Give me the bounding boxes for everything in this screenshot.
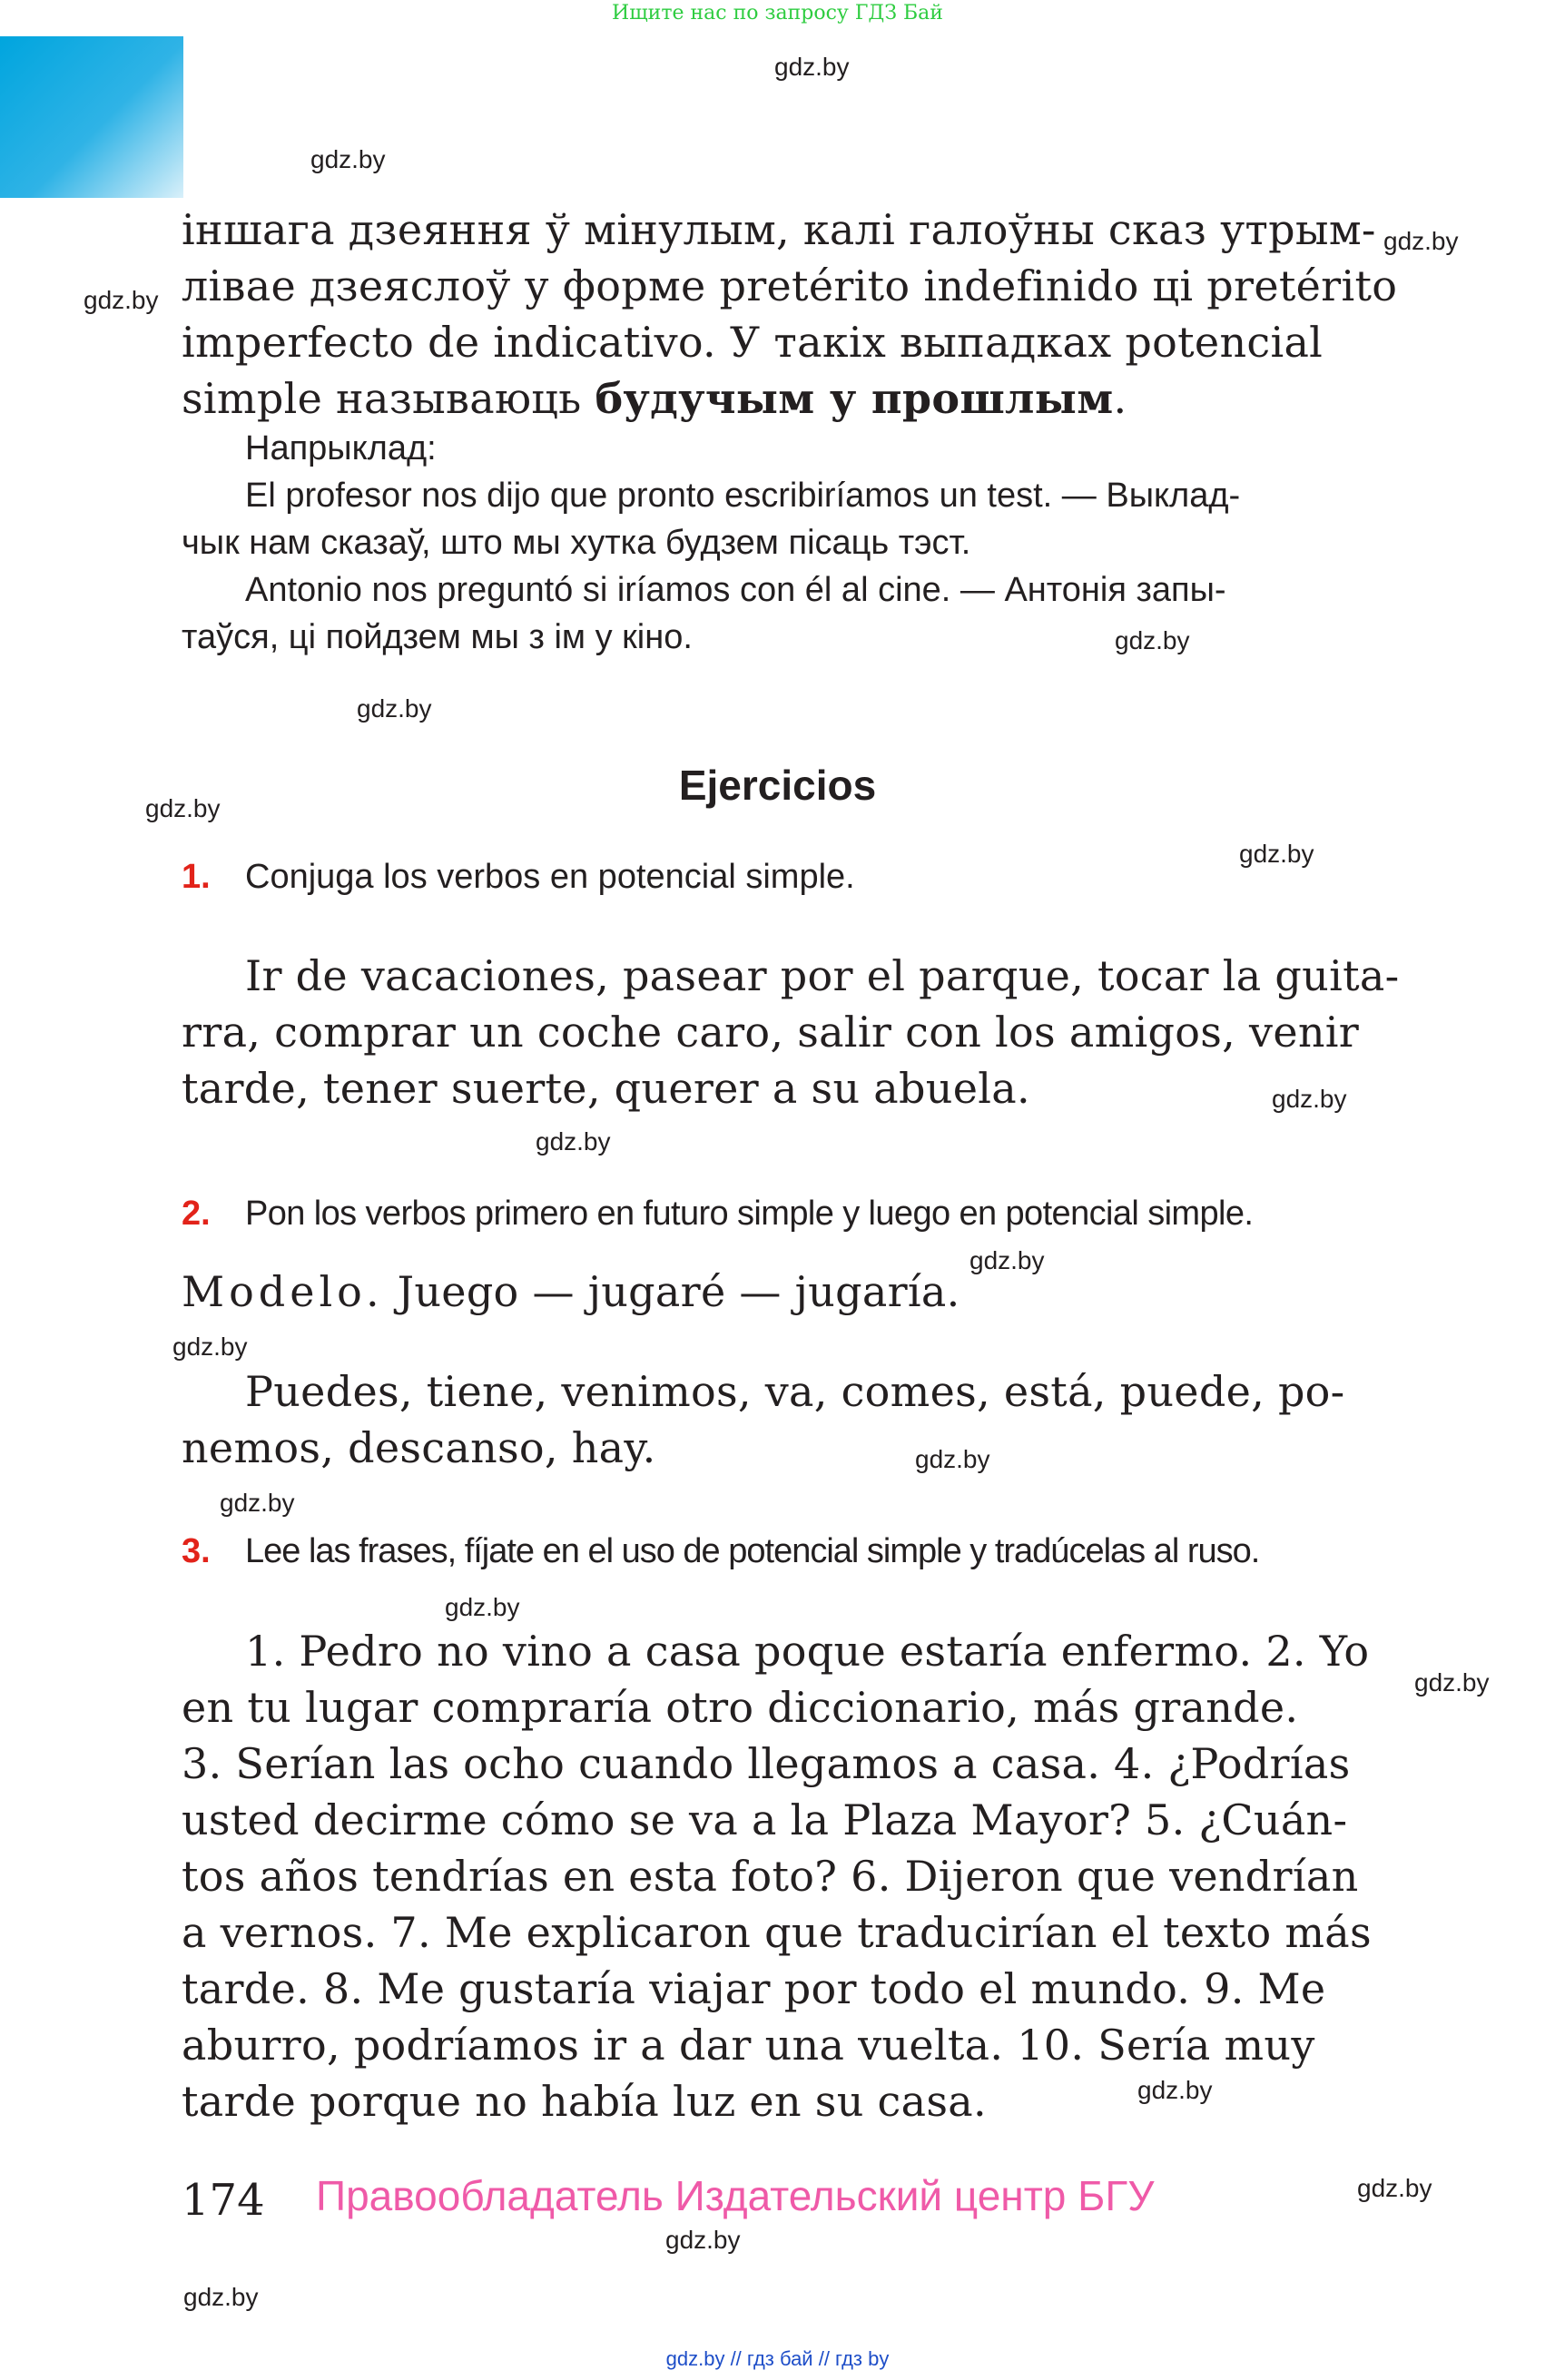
intro-line: imperfecto de indicativo. У такіх выпадках potencial: [182, 318, 1324, 367]
example-line: Antonio nos preguntó si iríamos con él al cine. — Антонія запы-: [245, 571, 1226, 609]
exercise-instruction: Lee las frases, fíjate en el uso de potencial simple y tradúcelas al ruso.: [245, 1532, 1260, 1570]
example-line: чык нам сказаў, што мы хутка будзем пісаць тэст.: [182, 524, 971, 562]
corner-color-tab: [0, 36, 183, 198]
exercise-number: 3.: [182, 1532, 211, 1570]
exercise-number: 2.: [182, 1195, 211, 1233]
model-label: Modelo.: [182, 1267, 384, 1316]
exercise-instruction: Pon los verbos primero en futuro simple y luego en potencial simple.: [245, 1195, 1254, 1233]
intro-last-line: [182, 370, 1127, 427]
exercise-body-line: Puedes, tiene, venimos, va, comes, está, puede, po-: [245, 1367, 1345, 1416]
exercise-body-line: en tu lugar compraría otro diccionario, más grande.: [182, 1683, 1299, 1732]
exercise-body-line: Ir de vacaciones, pasear por el parque, tocar la guita-: [245, 951, 1400, 1000]
exercise-body-line: rra, comprar un coche caro, salir con los amigos, venir: [182, 1008, 1360, 1057]
example-line: El profesor nos dijo que pronto escribiríamos un test. — Выклад-: [245, 477, 1241, 515]
intro-text: .: [1113, 374, 1127, 423]
watermark: gdz.by: [145, 794, 221, 822]
exercise-body-line: a vernos. 7. Me explicaron que traducirían el texto más: [182, 1908, 1372, 1957]
exercise-body-line: usted decirme cómo se va a la Plaza Mayor? 5. ¿Cuán-: [182, 1795, 1348, 1844]
exercise-body-line: aburro, podríamos ir a dar una vuelta. 10. Sería muy: [182, 2021, 1315, 2070]
watermark: gdz.by: [1357, 2174, 1432, 2202]
example-line: таўся, ці пойдзем мы з ім у кіно.: [182, 618, 693, 656]
copyright-notice: Правообладатель Издательский центр БГУ: [316, 2172, 1155, 2219]
exercise-body-line: 1. Pedro no vino a casa poque estaría enfermo. 2. Yo: [245, 1627, 1370, 1676]
watermark: gdz.by: [1383, 227, 1459, 255]
exercise-body-line: tarde, tener suerte, querer a su abuela.: [182, 1064, 1030, 1113]
model-text: Juego — jugaré — jugaría.: [397, 1267, 960, 1316]
intro-text: simple называюць: [182, 374, 595, 423]
watermark: gdz.by: [665, 2226, 741, 2254]
page-number: 174: [182, 2175, 265, 2226]
examples-label: Напрыклад:: [245, 429, 437, 467]
footer-links[interactable]: gdz.by // гдз бай // гдз by: [665, 2347, 890, 2370]
watermark: gdz.by: [1239, 840, 1314, 868]
intro-line: іншага дзеяння ў мінулым, калі галоўны сказ утрым-: [182, 205, 1376, 254]
exercise-body-line: tos años tendrías en esta foto? 6. Dijeron que vendrían: [182, 1852, 1359, 1901]
intro-bold-term: будучым у прошлым: [595, 374, 1114, 423]
exercise-body-line: tarde porque no había luz en su casa.: [182, 2077, 987, 2126]
exercise-instruction: Conjuga los verbos en potencial simple.: [245, 858, 855, 896]
model-line: [182, 1264, 960, 1320]
watermark: gdz.by: [536, 1127, 611, 1156]
intro-line: лівае дзеяслоў у форме pretérito indefinido ці pretérito: [182, 261, 1398, 310]
exercise-body-line: nemos, descanso, hay.: [182, 1423, 656, 1472]
watermark: gdz.by: [183, 2283, 259, 2311]
watermark: gdz.by: [310, 145, 386, 173]
watermark: gdz.by: [1115, 626, 1190, 654]
watermark: gdz.by: [172, 1333, 248, 1361]
watermark: gdz.by: [915, 1445, 990, 1473]
exercise-body-line: 3. Serían las ocho cuando llegamos a casa. 4. ¿Podrías: [182, 1739, 1351, 1788]
exercise-body-line: tarde. 8. Me gustaría viajar por todo el mundo. 9. Me: [182, 1964, 1326, 2013]
watermark: gdz.by: [357, 694, 432, 723]
watermark: gdz.by: [1272, 1085, 1347, 1113]
watermark: gdz.by: [445, 1593, 520, 1621]
top-banner[interactable]: Ищите нас по запросу ГДЗ Бай: [612, 2, 943, 25]
watermark: gdz.by: [969, 1246, 1045, 1274]
watermark: gdz.by: [1414, 1668, 1490, 1696]
watermark: gdz.by: [84, 286, 159, 314]
section-heading: Ejercicios: [678, 762, 877, 809]
exercise-number: 1.: [182, 858, 211, 896]
watermark: gdz.by: [220, 1489, 295, 1517]
watermark: gdz.by: [774, 53, 850, 81]
watermark: gdz.by: [1137, 2076, 1213, 2104]
